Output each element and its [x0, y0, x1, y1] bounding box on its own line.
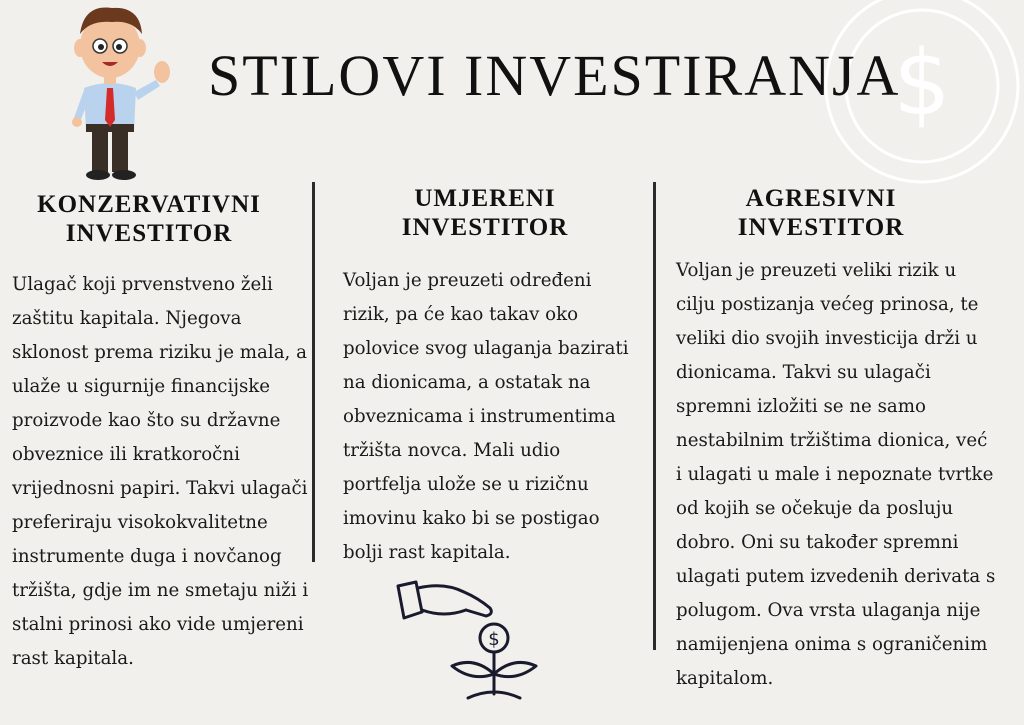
page-title: STILOVI INVESTIRANJA: [208, 43, 901, 108]
hand-dropping-coin-plant-icon: [394, 578, 544, 712]
svg-text:$: $: [893, 31, 951, 136]
heading-line: INVESTITOR: [65, 220, 233, 247]
heading-konzervativni: [4, 190, 294, 248]
heading-line: INVESTITOR: [401, 214, 569, 241]
heading-line: INVESTITOR: [737, 214, 905, 241]
heading-line: UMJERENI: [414, 185, 556, 212]
businessman-illustration: [60, 0, 180, 189]
heading-agresivni: [676, 184, 966, 242]
text-umjereni: Voljan je preuzeti određeni rizik, pa će kao takav oko polovice svog ulaganja bazirati na dionicama, a ostatak na obveznicama i instrumentima tržišta novca. Mali udio portfelja ulože se u rizičnu imovinu kako bi se postigao bolji rast kapitala.: [343, 270, 629, 563]
column-divider: [312, 182, 315, 562]
text-konzervativni: Ulagač koji prvenstveno želi zaštitu kapitala. Njegova sklonost prema riziku je mala, a ulaže u sigurnije financijske proizvode kao što su državne obveznice ili kratkoročni vrijednosni papiri. Takvi ulagači preferiraju visokokvalitetne instrumente duga i novčanog tržišta, gdje im ne smetaju niži i stalni prinosi ako vide umjereni rast kapitala.: [12, 274, 309, 669]
heading-umjereni: [340, 184, 630, 242]
heading-line: AGRESIVNI: [745, 185, 897, 212]
heading-line: KONZERVATIVNI: [37, 191, 261, 218]
text-agresivni: Voljan je preuzeti veliki rizik u cilju postizanja većeg prinosa, te veliki dio svojih investicija drži u dionicama. Takvi su ulagači spremni izložiti se ne samo nestabilnim tržištima dionica, već i ulagati u male i nepoznate tvrtke od kojih se očekuje da posluju dobro. Oni su također spremni ulagati putem izvedenih derivata s polugom. Ova vrsta ulaganja nije namijenjena onima s ograničenim kapitalom.: [676, 260, 996, 689]
column-divider: [653, 182, 656, 650]
svg-text:$: $: [488, 629, 500, 650]
